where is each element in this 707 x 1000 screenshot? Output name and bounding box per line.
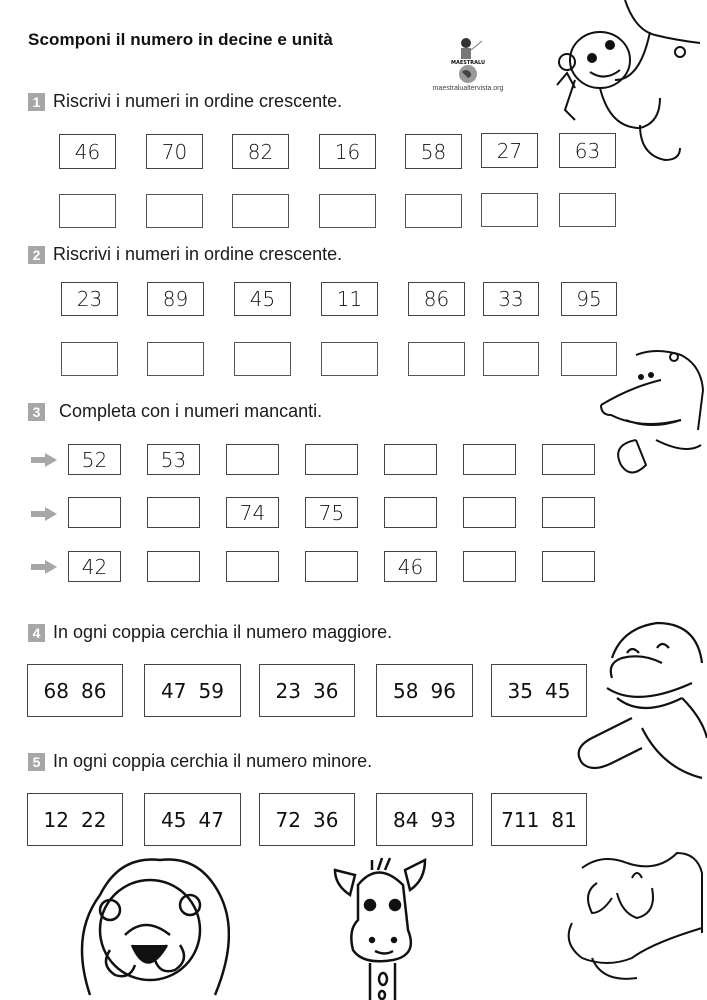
logo-url: maestralualtervista.org bbox=[432, 85, 504, 92]
number-pair[interactable] bbox=[27, 793, 123, 846]
pair-number[interactable]: 35 bbox=[507, 678, 533, 703]
answer-box[interactable] bbox=[481, 193, 538, 227]
section-instruction: Riscrivi i numeri in ordine crescente. bbox=[53, 244, 343, 264]
sequence-box[interactable] bbox=[384, 444, 437, 475]
pair-number[interactable]: 96 bbox=[430, 678, 456, 703]
arrow-right-icon bbox=[31, 560, 57, 574]
pair-number[interactable]: 45 bbox=[161, 807, 187, 832]
sequence-box[interactable] bbox=[147, 497, 200, 528]
pair-number[interactable]: 81 bbox=[551, 807, 577, 832]
number-box: 46 bbox=[59, 134, 116, 169]
section-3-heading bbox=[28, 401, 322, 422]
pair-number[interactable]: 36 bbox=[313, 807, 339, 832]
section-5-heading bbox=[28, 751, 372, 772]
sequence-box[interactable] bbox=[542, 444, 595, 475]
number-box: 63 bbox=[559, 133, 616, 168]
number-pair[interactable] bbox=[491, 793, 587, 846]
section-instruction: In ogni coppia cerchia il numero maggiore. bbox=[53, 622, 393, 642]
worksheet-title: Scomponi il numero in decine e unità bbox=[28, 30, 333, 49]
elephant-illustration-icon bbox=[562, 848, 707, 988]
pair-number[interactable]: 23 bbox=[275, 678, 301, 703]
answer-box[interactable] bbox=[405, 194, 462, 228]
number-pair[interactable] bbox=[144, 664, 241, 717]
laughing-monkey-illustration-icon bbox=[572, 618, 707, 798]
sequence-box[interactable]: 52 bbox=[68, 444, 121, 475]
pair-number[interactable]: 12 bbox=[43, 807, 69, 832]
svg-text:MAESTRALU: MAESTRALU bbox=[450, 60, 486, 66]
answer-box[interactable] bbox=[483, 342, 539, 376]
sequence-box[interactable] bbox=[305, 444, 358, 475]
sequence-box[interactable]: 53 bbox=[147, 444, 200, 475]
section-number-badge: 1 bbox=[28, 93, 45, 111]
pair-number[interactable]: 84 bbox=[393, 807, 419, 832]
sequence-box[interactable]: 74 bbox=[226, 497, 279, 528]
section-number-badge: 4 bbox=[28, 624, 45, 642]
section-instruction: Completa con i numeri mancanti. bbox=[59, 401, 323, 421]
pair-number[interactable]: 68 bbox=[43, 678, 69, 703]
pair-number[interactable]: 93 bbox=[430, 807, 456, 832]
sequence-box[interactable]: 42 bbox=[68, 551, 121, 582]
sequence-box[interactable] bbox=[463, 444, 516, 475]
section-1-heading bbox=[28, 91, 342, 112]
number-box: 16 bbox=[319, 134, 376, 169]
pair-number[interactable]: 22 bbox=[81, 807, 107, 832]
answer-box[interactable] bbox=[146, 194, 203, 228]
number-box: 89 bbox=[147, 282, 204, 316]
pair-number[interactable]: 59 bbox=[198, 678, 224, 703]
sequence-box[interactable] bbox=[226, 551, 279, 582]
pair-number[interactable]: 711 bbox=[501, 807, 540, 832]
giraffe-illustration-icon bbox=[330, 855, 430, 1000]
section-4-heading bbox=[28, 622, 392, 643]
answer-box[interactable] bbox=[59, 194, 116, 228]
monkey-illustration-icon bbox=[545, 0, 700, 165]
pair-number[interactable]: 36 bbox=[313, 678, 339, 703]
number-pair[interactable] bbox=[259, 664, 355, 717]
answer-box[interactable] bbox=[234, 342, 291, 376]
section-number-badge: 5 bbox=[28, 753, 45, 771]
answer-box[interactable] bbox=[321, 342, 378, 376]
answer-box[interactable] bbox=[408, 342, 465, 376]
sequence-box[interactable]: 46 bbox=[384, 551, 437, 582]
pair-number[interactable]: 72 bbox=[275, 807, 301, 832]
teacher-globe-icon bbox=[448, 36, 488, 84]
sequence-box[interactable]: 75 bbox=[305, 497, 358, 528]
number-box: 23 bbox=[61, 282, 118, 316]
number-box: 86 bbox=[408, 282, 465, 316]
arrow-right-icon bbox=[31, 453, 57, 467]
number-pair[interactable] bbox=[259, 793, 355, 846]
pair-number[interactable]: 47 bbox=[198, 807, 224, 832]
crocodile-illustration-icon bbox=[596, 345, 704, 480]
sequence-box[interactable] bbox=[542, 551, 595, 582]
sequence-box[interactable] bbox=[68, 497, 121, 528]
answer-box[interactable] bbox=[319, 194, 376, 228]
answer-box[interactable] bbox=[147, 342, 204, 376]
number-pair[interactable] bbox=[376, 664, 473, 717]
sequence-box[interactable] bbox=[463, 497, 516, 528]
sequence-box[interactable] bbox=[305, 551, 358, 582]
number-pair[interactable] bbox=[144, 793, 241, 846]
number-box: 82 bbox=[232, 134, 289, 169]
section-instruction: Riscrivi i numeri in ordine crescente. bbox=[53, 91, 343, 111]
pair-number[interactable]: 58 bbox=[393, 678, 419, 703]
pair-number[interactable]: 86 bbox=[81, 678, 107, 703]
sequence-box[interactable] bbox=[542, 497, 595, 528]
arrow-right-icon bbox=[31, 507, 57, 521]
number-box: 33 bbox=[483, 282, 539, 316]
number-box: 70 bbox=[146, 134, 203, 169]
section-number-badge: 2 bbox=[28, 246, 45, 264]
number-box: 45 bbox=[234, 282, 291, 316]
answer-box[interactable] bbox=[232, 194, 289, 228]
number-box: 11 bbox=[321, 282, 378, 316]
number-pair[interactable] bbox=[376, 793, 473, 846]
section-instruction: In ogni coppia cerchia il numero minore. bbox=[53, 751, 373, 771]
section-2-heading bbox=[28, 244, 342, 265]
sequence-box[interactable] bbox=[463, 551, 516, 582]
sequence-box[interactable] bbox=[147, 551, 200, 582]
pair-number[interactable]: 45 bbox=[545, 678, 571, 703]
section-number-badge: 3 bbox=[28, 403, 45, 421]
number-pair[interactable] bbox=[27, 664, 123, 717]
number-box: 27 bbox=[481, 133, 538, 168]
sequence-box[interactable] bbox=[384, 497, 437, 528]
number-box: 58 bbox=[405, 134, 462, 169]
sequence-box[interactable] bbox=[226, 444, 279, 475]
answer-box[interactable] bbox=[61, 342, 118, 376]
lion-illustration-icon bbox=[70, 855, 230, 1000]
site-logo bbox=[428, 36, 508, 98]
answer-box[interactable] bbox=[559, 193, 616, 227]
pair-number[interactable]: 47 bbox=[161, 678, 187, 703]
number-box: 95 bbox=[561, 282, 617, 316]
